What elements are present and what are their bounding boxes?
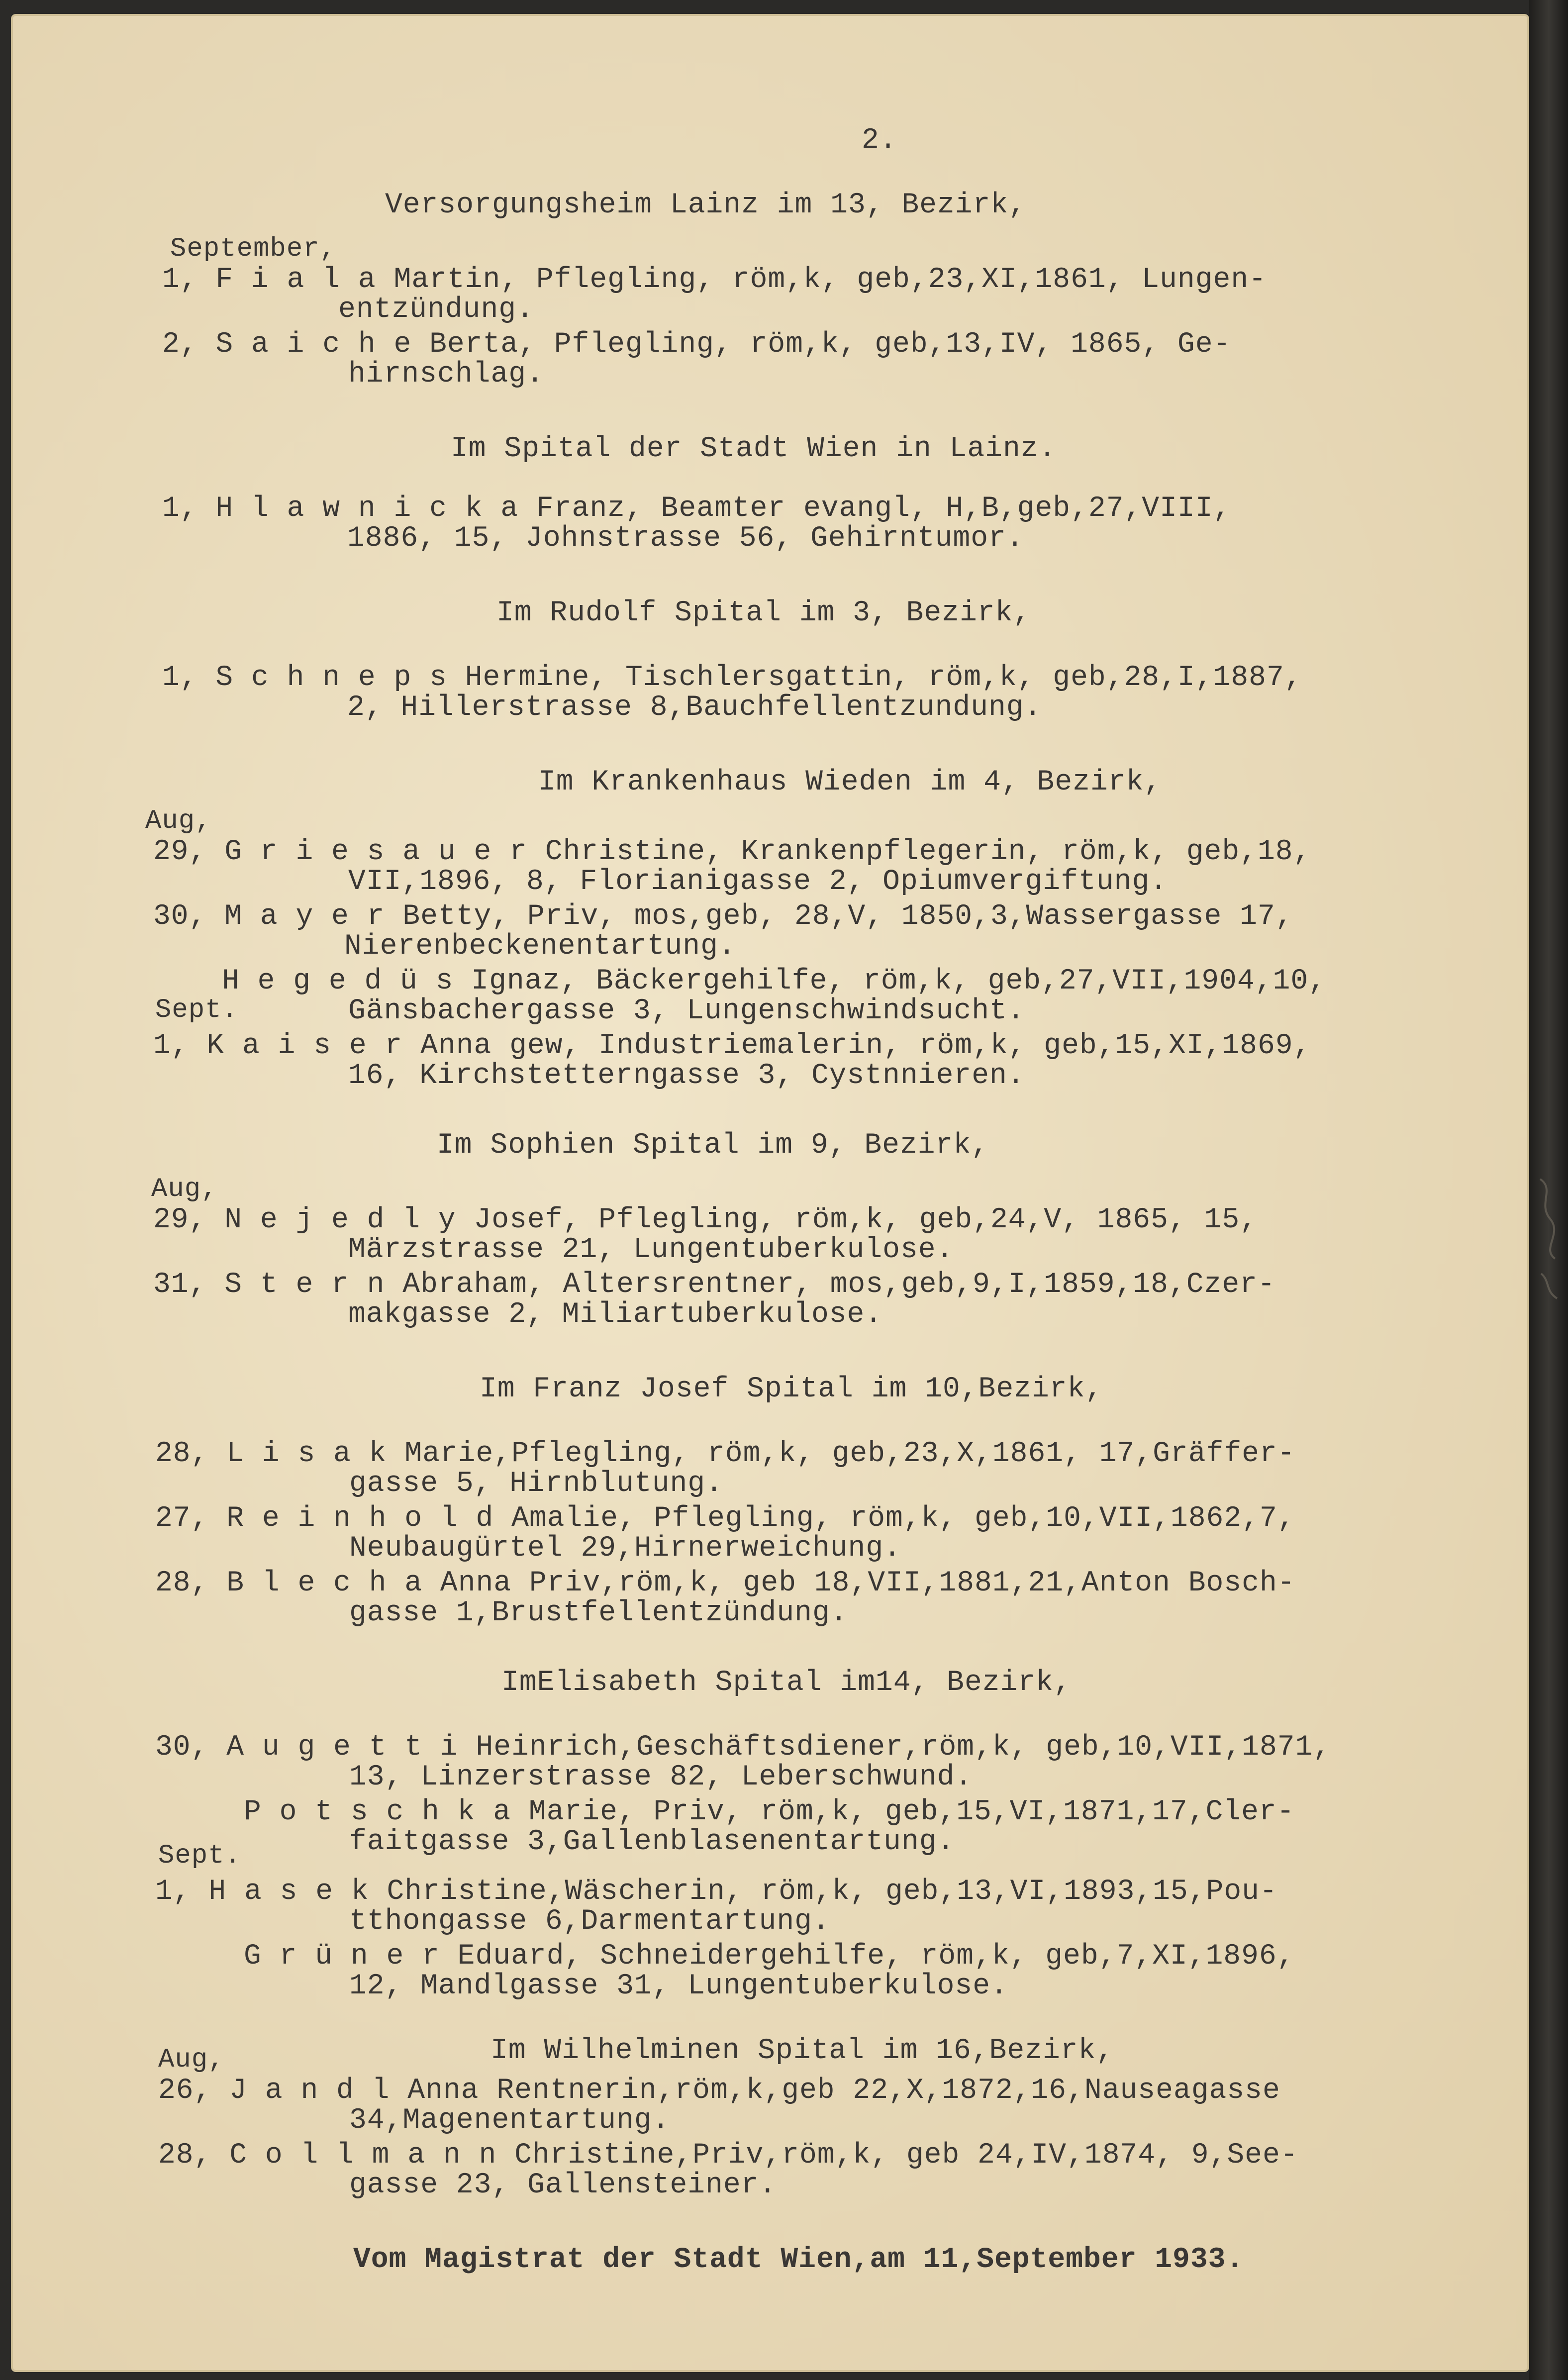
record-line: 28, B l e c h a Anna Priv,röm,k, geb 18,VII,1881,21,Anton Bosch- — [155, 1567, 1295, 1599]
month-label: Sept. — [158, 1841, 242, 1871]
section-heading: Im Spital der Stadt Wien in Lainz. — [451, 433, 1057, 465]
record-line: makgasse 2, Miliartuberkulose. — [348, 1298, 883, 1331]
month-label: September, — [170, 234, 337, 264]
record-line: gasse 5, Hirnblutung. — [349, 1468, 723, 1500]
record-line: 34,Magenentartung. — [349, 2104, 670, 2137]
month-label: Aug, — [158, 2045, 225, 2075]
record-line: 30, A u g e t t i Heinrich,Geschäftsdiener,röm,k, geb,10,VII,1871, — [155, 1731, 1331, 1764]
section-heading: Im Wilhelminen Spital im 16,Bezirk, — [490, 2035, 1114, 2067]
record-line: 1, H l a w n i c k a Franz, Beamter evangl, H,B,geb,27,VIII, — [162, 493, 1231, 525]
record-line: tthongasse 6,Darmentartung. — [349, 1905, 830, 1938]
record-line: Neubaugürtel 29,Hirnerweichung. — [349, 1532, 901, 1565]
record-line: 13, Linzerstrasse 82, Leberschwund. — [349, 1761, 973, 1793]
document-page — [11, 14, 1529, 2372]
handwriting-scribble-icon — [1535, 1174, 1563, 1303]
page-number: 2. — [862, 124, 897, 157]
record-line: H e g e d ü s Ignaz, Bäckergehilfe, röm,k, geb,27,VII,1904,10, — [222, 965, 1326, 997]
section-heading: Versorgungsheim Lainz im 13, Bezirk, — [385, 189, 1027, 221]
record-line: Märzstrasse 21, Lungentuberkulose. — [348, 1234, 954, 1266]
record-line: 29, N e j e d l y Josef, Pflegling, röm,k, geb,24,V, 1865, 15, — [153, 1204, 1258, 1236]
record-line: faitgasse 3,Gallenblasenentartung. — [349, 1826, 955, 1858]
record-line: 16, Kirchstetterngasse 3, Cystnnieren. — [348, 1060, 1025, 1092]
month-label: Sept. — [155, 995, 239, 1025]
record-line: 28, C o l l m a n n Christine,Priv,röm,k, geb 24,IV,1874, 9,See- — [158, 2139, 1298, 2172]
record-line: 2, Hillerstrasse 8,Bauchfellentzundung. — [347, 692, 1042, 724]
margin-handwriting-mark — [1535, 1174, 1565, 1319]
month-label: Aug, — [151, 1174, 218, 1204]
record-line: VII,1896, 8, Florianigasse 2, Opiumvergiftung. — [348, 866, 1168, 898]
record-line: 1, F i a l a Martin, Pflegling, röm,k, geb,23,XI,1861, Lungen- — [162, 264, 1267, 296]
section-heading: Im Rudolf Spital im 3, Bezirk, — [496, 597, 1031, 629]
section-heading: Im Krankenhaus Wieden im 4, Bezirk, — [538, 766, 1162, 798]
record-line: 26, J a n d l Anna Rentnerin,röm,k,geb 22,X,1872,16,Nauseagasse — [158, 2075, 1280, 2107]
section-heading: Im Sophien Spital im 9, Bezirk, — [437, 1129, 989, 1162]
section-heading: ImElisabeth Spital im14, Bezirk, — [501, 1667, 1072, 1699]
record-line: 1, H a s e k Christine,Wäscherin, röm,k, geb,13,VI,1893,15,Pou- — [155, 1876, 1277, 1908]
record-line: gasse 1,Brustfellentzündung. — [349, 1597, 848, 1629]
record-line: 2, S a i c h e Berta, Pflegling, röm,k, geb,13,IV, 1865, Ge- — [162, 328, 1231, 361]
month-label: Aug, — [145, 806, 212, 836]
record-line: 30, M a y e r Betty, Priv, mos,geb, 28,V, 1850,3,Wassergasse 17, — [153, 900, 1293, 933]
record-line: 1886, 15, Johnstrasse 56, Gehirntumor. — [347, 522, 1024, 555]
record-line: entzündung. — [338, 294, 534, 326]
record-line: hirnschlag. — [348, 358, 544, 391]
record-line: 12, Mandlgasse 31, Lungentuberkulose. — [349, 1970, 1008, 2002]
record-line: 1, K a i s e r Anna gew, Industriemalerin, röm,k, geb,15,XI,1869, — [153, 1030, 1311, 1062]
record-line: Gänsbachergasse 3, Lungenschwindsucht. — [348, 995, 1025, 1027]
record-line: 1, S c h n e p s Hermine, Tischlersgattin, röm,k, geb,28,I,1887, — [162, 662, 1302, 694]
record-line: Nierenbeckenentartung. — [344, 930, 736, 963]
record-line: P o t s c h k a Marie, Priv, röm,k, geb,15,VI,1871,17,Cler- — [244, 1796, 1295, 1828]
record-line: 29, G r i e s a u e r Christine, Krankenpflegerin, röm,k, geb,18, — [153, 836, 1311, 868]
record-line: 31, S t e r n Abraham, Altersrentner, mos,geb,9,I,1859,18,Czer- — [153, 1269, 1275, 1301]
record-line: 27, R e i n h o l d Amalie, Pflegling, röm,k, geb,10,VII,1862,7, — [155, 1502, 1295, 1535]
record-line: gasse 23, Gallensteiner. — [349, 2169, 777, 2201]
section-heading: Im Franz Josef Spital im 10,Bezirk, — [480, 1373, 1103, 1405]
record-line: G r ü n e r Eduard, Schneidergehilfe, röm,k, geb,7,XI,1896, — [244, 1940, 1295, 1973]
closing-line: Vom Magistrat der Stadt Wien,am 11,September 1933. — [353, 2244, 1244, 2276]
record-line: 28, L i s a k Marie,Pflegling, röm,k, geb,23,X,1861, 17,Gräffer- — [155, 1438, 1295, 1470]
